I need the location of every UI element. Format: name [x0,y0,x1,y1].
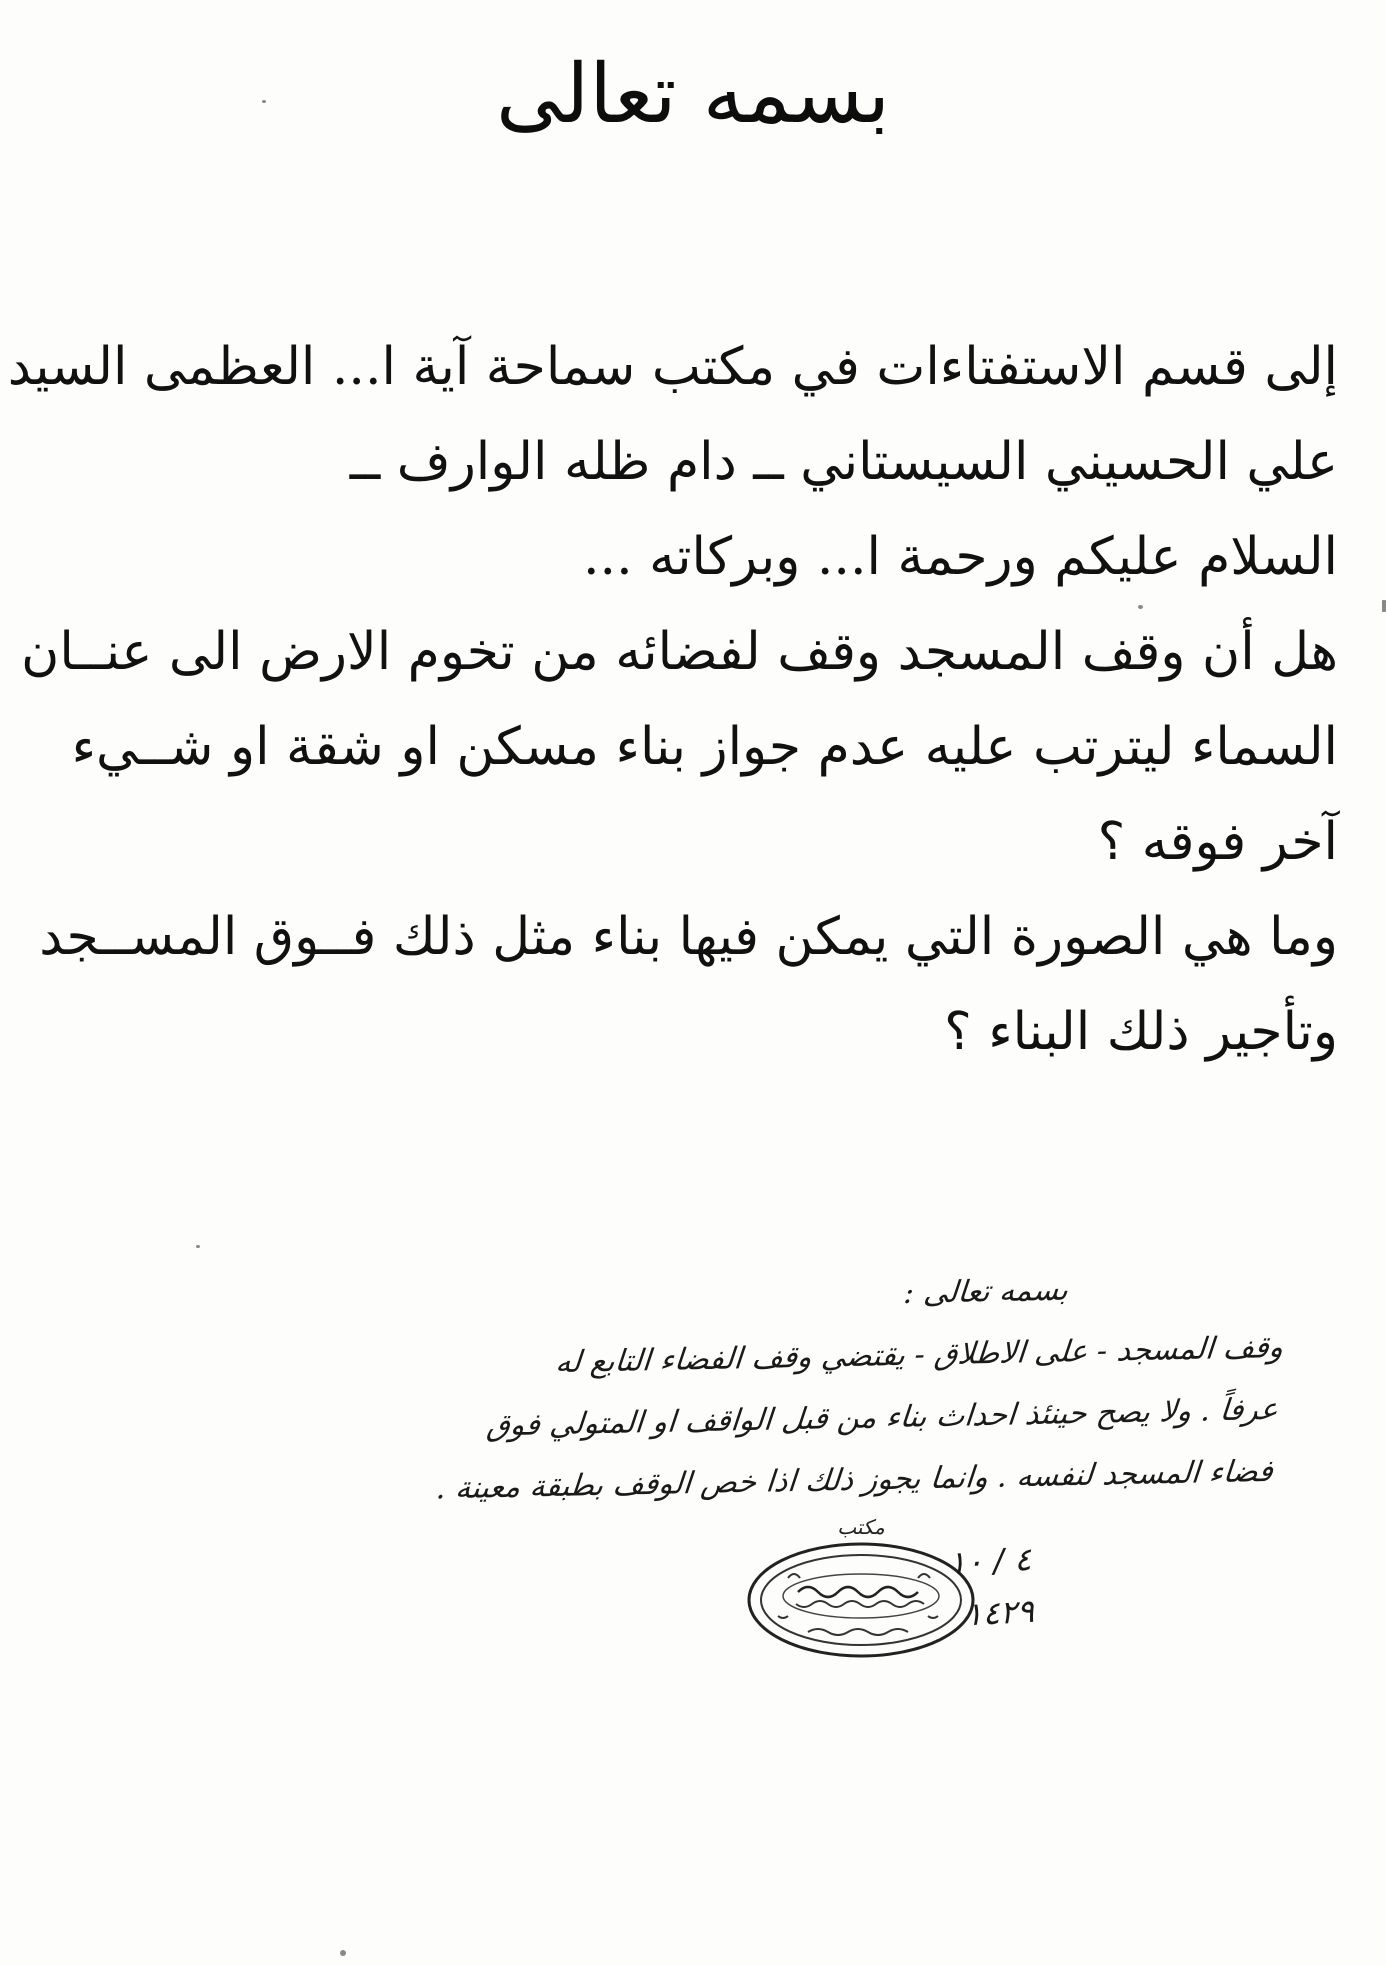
handwritten-answer [268,1255,1291,1524]
question-line: آخر فوقه ؟ [1097,812,1338,872]
date-year: ١٤٢٩ [964,1591,1035,1634]
svg-text:مكتب: مكتب [837,1515,885,1539]
question-line: علي الحسيني السيستاني ــ دام ظله الوارف ــ [349,432,1338,492]
scan-speck [340,1950,346,1956]
seal-icon [738,1512,984,1662]
scan-speck [1382,600,1386,612]
scan-speck [196,1245,200,1248]
question-line: هل أن وقف المسجد وقف لفضائه من تخوم الارض الى عنــان [21,622,1338,682]
question-text [7,320,1338,1080]
answer-line: فضاء المسجد لنفسه . وانما يجوز ذلك اذا خص الوقف بطبقة معينة . [434,1453,1275,1507]
answer-opening: بسمه تعالى : [902,1272,1070,1312]
question-line: وتأجير ذلك البناء ؟ [944,1002,1338,1062]
question-line: السلام عليكم ورحمة ا... وبركاته ... [583,527,1338,587]
answer-line: وقف المسجد - على الاطلاق - يقتضي وقف الفضاء التابع له [554,1329,1285,1381]
answer-line: عرفاً . ولا يصح حينئذ احداث بناء من قبل الواقف او المتولي فوق [485,1391,1280,1444]
office-seal-stamp [738,1512,984,1662]
question-line: السماء ليترتب عليه عدم جواز بناء مسكن او شقة او شــيء [71,717,1338,777]
page-title: بسمه تعالى [495,47,891,142]
question-line: إلى قسم الاستفتاءات في مكتب سماحة آية ا... العظمى السيد [7,337,1338,397]
date-day-month: ٤ / ١٠ [947,1539,1033,1583]
question-line: وما هي الصورة التي يمكن فيها بناء مثل ذلك فــوق المســجد [39,907,1338,967]
answer-date [947,1533,1035,1641]
